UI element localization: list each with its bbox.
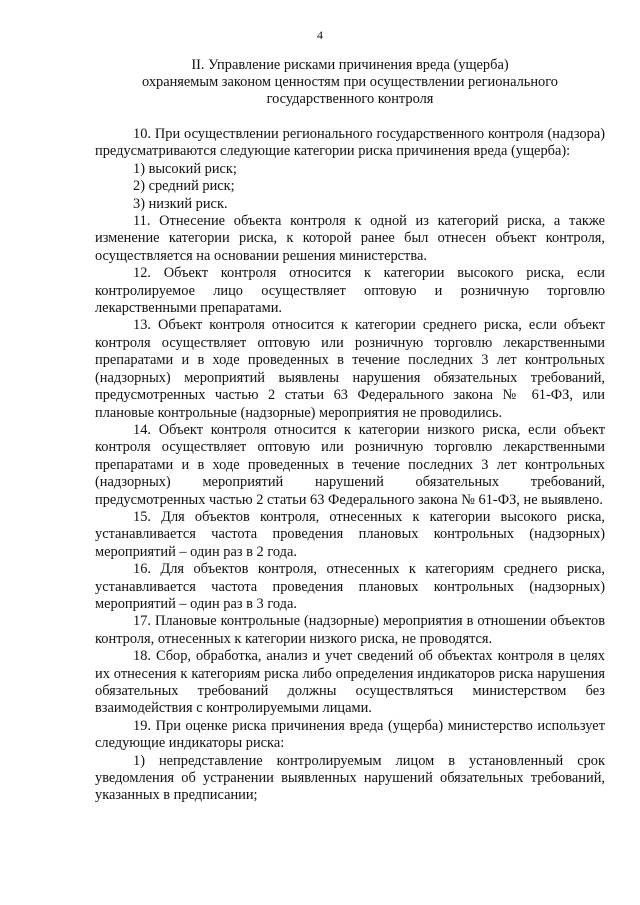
paragraph-15: 15. Для объектов контроля, отнесенных к категории высокого риска, устанавливается частота проведения плановых контрольных (надзорных) мероприятий – один раз в 2 года. <box>95 508 605 560</box>
list-item-low-risk: 3) низкий риск. <box>133 195 228 212</box>
section-heading <box>95 57 605 108</box>
heading-line-3: государственного контроля <box>266 91 434 107</box>
paragraph-18: 18. Сбор, обработка, анализ и учет сведений об объектах контроля в целях их отнесения к категориям риска либо определения индикаторов риска нарушения обязательных требований должны осуществляться министерством без взаимодействия с контролируемыми лицами. <box>95 648 605 717</box>
paragraph-16: 16. Для объектов контроля, отнесенных к категориям среднего риска, устанавливается частота проведения плановых контрольных (надзорных) мероприятий – один раз в 3 года. <box>95 561 605 612</box>
paragraph-14: 14. Объект контроля относится к категории низкого риска, если объект контроля осуществляет оптовую или розничную торговлю лекарственными препаратами и в ходе проведенных в течение последних 3 лет контрольных (надзорных) мероприятий нарушений обязательных требований, предусмотренных частью 2 статьи 63 Федерального закона № 61-ФЗ, не выявлено. <box>95 421 605 508</box>
paragraph-19: 19. При оценке риска причинения вреда (ущерба) министерство использует следующие индикаторы риска: <box>95 717 605 752</box>
document-body <box>95 126 605 805</box>
paragraph-19-item-1: 1) непредставление контролируемым лицом в установленный срок уведомления об устранении выявленных нарушений обязательных требований, указанных в предписании; <box>95 752 605 804</box>
page-number: 4 <box>317 28 323 42</box>
paragraph-10: 10. При осуществлении регионального государственного контроля (надзора) предусматриваются следующие категории риска причинения вреда (ущерба): <box>95 126 605 160</box>
paragraph-12: 12. Объект контроля относится к категории высокого риска, если контролируемое лицо осуществляет оптовую и розничную торговлю лекарственными препаратами. <box>95 265 605 317</box>
paragraph-13: 13. Объект контроля относится к категории среднего риска, если объект контроля осуществляет оптовую или розничную торговлю лекарственными препаратами и в ходе проведенных в течение последних 3 лет контрольных (надзорных) мероприятий выявлены нарушения обязательных требований, предусмотренных частью 2 статьи 63 Федерального закона № 61-ФЗ, или плановые контрольные (надзорные) мероприятия не проводились. <box>95 317 605 421</box>
heading-line-2: охраняемым законом ценностям при осуществлении регионального <box>141 74 558 90</box>
paragraph-11: 11. Отнесение объекта контроля к одной из категорий риска, а также изменение категории риска, к которой ранее был отнесен объект контроля, осуществляется на основании решения министерства. <box>95 213 605 264</box>
list-item-high-risk: 1) высокий риск; <box>133 160 237 177</box>
heading-line-1: II. Управление рисками причинения вреда (ущерба) <box>191 57 509 73</box>
list-item-medium-risk: 2) средний риск; <box>133 178 235 195</box>
paragraph-17: 17. Плановые контрольные (надзорные) мероприятия в отношении объектов контроля, отнесенных к категории низкого риска, не проводятся. <box>95 613 605 647</box>
